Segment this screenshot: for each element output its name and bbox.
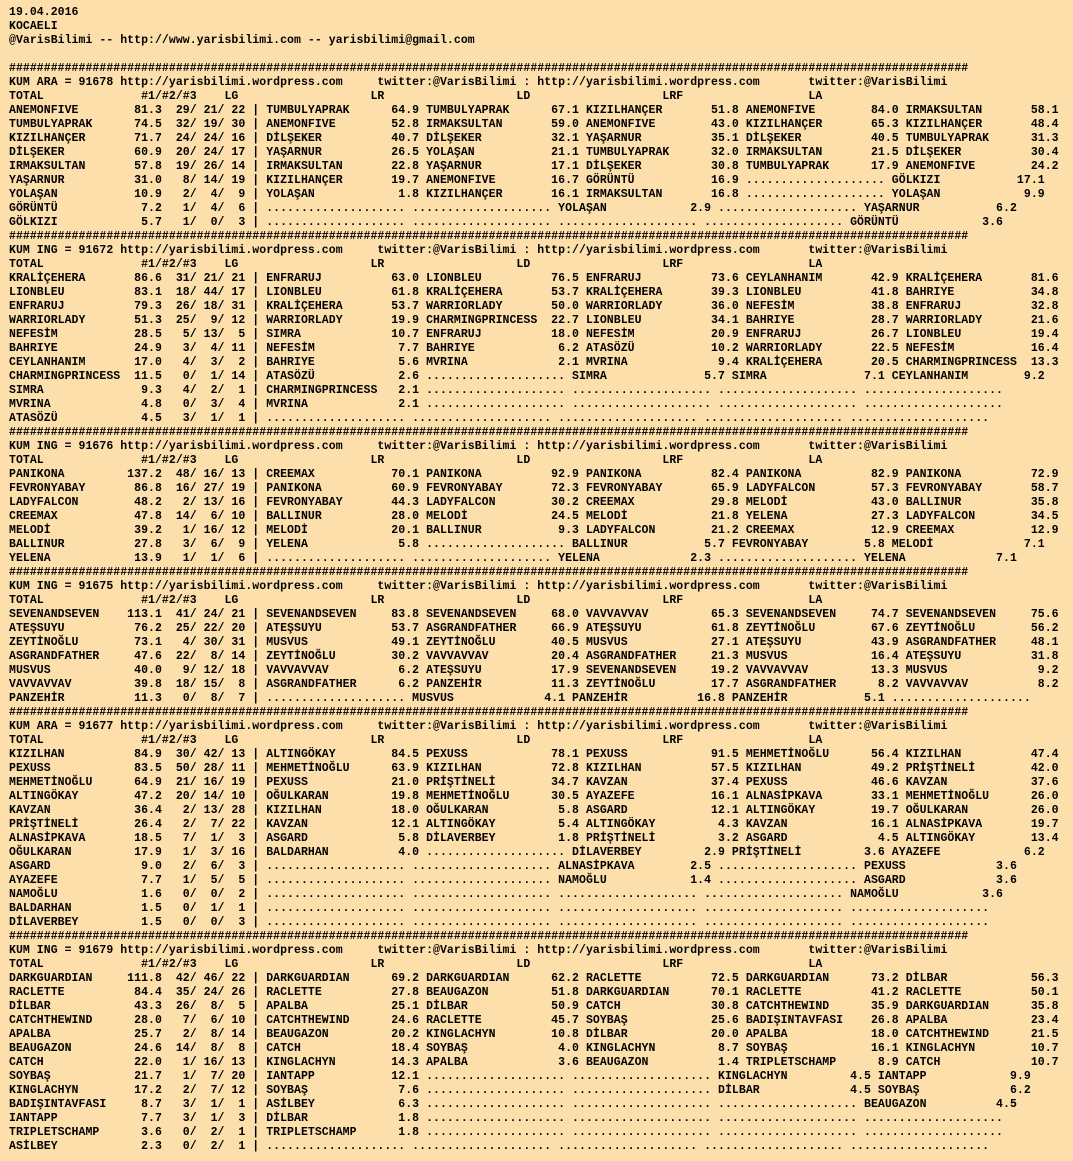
table-row: DİLŞEKER 60.9 20/ 24/ 17 | YAŞARNUR 26.5 YOLAŞAN 21.1 TUMBULYAPRAK 32.0 IRMAKSULTAN 21.5 DİLŞEKER 30.4 (9, 146, 1059, 159)
table-row: GÖRÜNTÜ 7.2 1/ 4/ 6 | .................... .................... YOLAŞAN 2.9 .................... YAŞARNUR 6.2 (9, 202, 1017, 215)
table-row: CHARMINGPRINCESS 11.5 0/ 1/ 14 | ATASÖZÜ 2.6 .................... SIMRA 5.7 SIMRA 7.1 CEYLANHANIM 9.2 (9, 370, 1045, 383)
separator-line: ########################################################################################################################################## (9, 426, 969, 439)
table-row: KAVZAN 36.4 2/ 13/ 28 | KIZILHAN 18.0 OĞULKARAN 5.8 ASGARD 12.1 ALTINGÖKAY 19.7 OĞULKARAN 26.0 (9, 804, 1059, 817)
race-block (9, 426, 1073, 566)
column-header: TOTAL #1/#2/#3 LG LR LD LRF LA (9, 258, 823, 271)
table-row: CEYLANHANIM 17.0 4/ 3/ 2 | BAHRIYE 5.6 MVRINA 2.1 MVRINA 9.4 KRALİÇEHERA 20.5 CHARMINGPRINCESS 13.3 (9, 356, 1059, 369)
table-row: LIONBLEU 83.1 18/ 44/ 17 | LIONBLEU 61.8 KRALİÇEHERA 53.7 KRALİÇEHERA 39.3 LIONBLEU 41.8 BAHRIYE 34.8 (9, 286, 1059, 299)
separator-line: ########################################################################################################################################## (9, 930, 969, 943)
race-block (9, 62, 1073, 230)
table-row: PANIKONA 137.2 48/ 16/ 13 | CREEMAX 70.1 PANIKONA 92.9 PANIKONA 82.4 PANIKONA 82.9 PANIKONA 72.9 (9, 468, 1059, 481)
table-row: MEHMETİNOĞLU 64.9 21/ 16/ 19 | PEXUSS 21.0 PRİŞTİNELİ 34.7 KAVZAN 37.4 PEXUSS 46.6 KAVZAN 37.6 (9, 776, 1059, 789)
table-row: NAMOĞLU 1.6 0/ 0/ 2 | .................... .................... .................... .................... NAMOĞLU 3.6 (9, 888, 1004, 901)
table-row: YELENA 13.9 1/ 1/ 6 | .................... .................... YELENA 2.3 .................... YELENA 7.1 (9, 552, 1017, 565)
race-block (9, 706, 1073, 930)
table-row: ATASÖZÜ 4.5 3/ 1/ 1 | .................... .................... .................... .................... .................... (9, 412, 990, 425)
table-row: ZEYTİNOĞLU 73.1 4/ 30/ 31 | MUSVUS 49.1 ZEYTİNOĞLU 40.5 MUSVUS 27.1 ATEŞSUYU 43.9 ASGRANDFATHER 48.1 (9, 636, 1059, 649)
table-row: ATEŞSUYU 76.2 25/ 22/ 20 | ATEŞSUYU 53.7 ASGRANDFATHER 66.9 ATEŞSUYU 61.8 ZEYTİNOĞLU 67.6 ZEYTİNOĞLU 56.2 (9, 622, 1059, 635)
table-row: ASGARD 9.0 2/ 6/ 3 | .................... .................... ALNASİPKAVA 2.5 .................... PEXUSS 3.6 (9, 860, 1017, 873)
table-row: SEVENANDSEVEN 113.1 41/ 24/ 21 | SEVENANDSEVEN 83.8 SEVENANDSEVEN 68.0 VAVVAVVAV 65.3 SEVENANDSEVEN 74.7 SEVENANDSEVEN 75.6 (9, 608, 1059, 621)
race-title: KUM ING = 91679 http://yarisbilimi.wordpress.com twitter:@VarisBilimi : http://yarisbilimi.wordpress.com twitter:@VarisBilimi (9, 944, 948, 957)
table-row: KINGLACHYN 17.2 2/ 7/ 12 | SOYBAŞ 7.6 .................... .................... DİLBAR 4.5 SOYBAŞ 6.2 (9, 1084, 1031, 1097)
table-row: CATCH 22.0 1/ 16/ 13 | KINGLACHYN 14.3 APALBA 3.6 BEAUGAZON 1.4 TRIPLETSCHAMP 8.9 CATCH 10.7 (9, 1056, 1059, 1069)
separator-line: ########################################################################################################################################## (9, 566, 969, 579)
table-row: MUSVUS 40.0 9/ 12/ 18 | VAVVAVVAV 6.2 ATEŞSUYU 17.9 SEVENANDSEVEN 19.2 VAVVAVVAV 13.3 MUSVUS 9.2 (9, 664, 1059, 677)
report-city: KOCAELI (9, 20, 58, 33)
race-list (9, 62, 1073, 1154)
column-header: TOTAL #1/#2/#3 LG LR LD LRF LA (9, 454, 823, 467)
separator-line: ########################################################################################################################################## (9, 230, 969, 243)
column-header: TOTAL #1/#2/#3 LG LR LD LRF LA (9, 734, 823, 747)
table-row: NEFESİM 28.5 5/ 13/ 5 | SIMRA 10.7 ENFRARUJ 18.0 NEFESİM 20.9 ENFRARUJ 26.7 LIONBLEU 19.4 (9, 328, 1059, 341)
table-row: ALNASİPKAVA 18.5 7/ 1/ 3 | ASGARD 5.8 DİLAVERBEY 1.8 PRİŞTİNELİ 3.2 ASGARD 4.5 ALTINGÖKAY 13.4 (9, 832, 1059, 845)
table-row: SIMRA 9.3 4/ 2/ 1 | CHARMINGPRINCESS 2.1 .................... .................... .................... .................... (9, 384, 1004, 397)
table-row: ASGRANDFATHER 47.6 22/ 8/ 14 | ZEYTİNOĞLU 30.2 VAVVAVVAV 20.4 ASGRANDFATHER 21.3 MUSVUS 16.4 ATEŞSUYU 31.8 (9, 650, 1059, 663)
race-title: KUM ARA = 91678 http://yarisbilimi.wordpress.com twitter:@VarisBilimi : http://yarisbilimi.wordpress.com twitter:@VarisBilimi (9, 76, 948, 89)
separator-line: ########################################################################################################################################## (9, 706, 969, 719)
table-row: OĞULKARAN 17.9 1/ 3/ 16 | BALDARHAN 4.0 .................... DİLAVERBEY 2.9 PRİŞTİNELİ 3.6 AYAZEFE 6.2 (9, 846, 1045, 859)
table-row: PANZEHİR 11.3 0/ 8/ 7 | .................... MUSVUS 4.1 PANZEHİR 16.8 PANZEHİR 5.1 .................... (9, 692, 1031, 705)
table-row: BAHRIYE 24.9 3/ 4/ 11 | NEFESİM 7.7 BAHRIYE 6.2 ATASÖZÜ 10.2 WARRIORLADY 22.5 NEFESİM 16.4 (9, 342, 1059, 355)
table-row: TRIPLETSCHAMP 3.6 0/ 2/ 1 | TRIPLETSCHAMP 1.8 .................... .................... .................... .................... (9, 1126, 1004, 1139)
table-row: WARRIORLADY 51.3 25/ 9/ 12 | WARRIORLADY 19.9 CHARMINGPRINCESS 22.7 LIONBLEU 34.1 BAHRIYE 28.7 WARRIORLADY 21.6 (9, 314, 1059, 327)
table-row: DİLAVERBEY 1.5 0/ 0/ 3 | .................... .................... .................... .................... .................... (9, 916, 990, 929)
table-row: BALLINUR 27.8 3/ 6/ 9 | YELENA 5.8 .................... BALLINUR 5.7 FEVRONYABAY 5.8 MELODİ 7.1 (9, 538, 1045, 551)
table-row: BEAUGAZON 24.6 14/ 8/ 8 | CATCH 18.4 SOYBAŞ 4.0 KINGLACHYN 8.7 SOYBAŞ 16.1 KINGLACHYN 10.7 (9, 1042, 1059, 1055)
table-row: ANEMONFIVE 81.3 29/ 21/ 22 | TUMBULYAPRAK 64.9 TUMBULYAPRAK 67.1 KIZILHANÇER 51.8 ANEMONFIVE 84.0 IRMAKSULTAN 58.1 (9, 104, 1059, 117)
column-header: TOTAL #1/#2/#3 LG LR LD LRF LA (9, 90, 823, 103)
table-row: ALTINGÖKAY 47.2 20/ 14/ 10 | OĞULKARAN 19.8 MEHMETİNOĞLU 30.5 AYAZEFE 16.1 ALNASİPKAVA 33.1 MEHMETİNOĞLU 26.0 (9, 790, 1059, 803)
table-row: LADYFALCON 48.2 2/ 13/ 16 | FEVRONYABAY 44.3 LADYFALCON 30.2 CREEMAX 29.8 MELODİ 43.0 BALLINUR 35.8 (9, 496, 1059, 509)
blank-line (9, 48, 1073, 62)
table-row: IRMAKSULTAN 57.8 19/ 26/ 14 | IRMAKSULTAN 22.8 YAŞARNUR 17.1 DİLŞEKER 30.8 TUMBULYAPRAK 17.9 ANEMONFIVE 24.2 (9, 160, 1059, 173)
report-date: 19.04.2016 (9, 6, 79, 19)
table-row: FEVRONYABAY 86.8 16/ 27/ 19 | PANIKONA 60.9 FEVRONYABAY 72.3 FEVRONYABAY 65.9 LADYFALCON 57.3 FEVRONYABAY 58.7 (9, 482, 1059, 495)
table-row: YAŞARNUR 31.0 8/ 14/ 19 | KIZILHANÇER 19.7 ANEMONFIVE 16.7 GÖRÜNTÜ 16.9 .................... GÖLKIZI 17.1 (9, 174, 1045, 187)
table-row: GÖLKIZI 5.7 1/ 0/ 3 | .................... .................... .................... .................... GÖRÜNTÜ 3.6 (9, 216, 1004, 229)
table-row: PRİŞTİNELİ 26.4 2/ 7/ 22 | KAVZAN 12.1 ALTINGÖKAY 5.4 ALTINGÖKAY 4.3 KAVZAN 16.1 ALNASİPKAVA 19.7 (9, 818, 1059, 831)
table-row: KIZILHAN 84.9 30/ 42/ 13 | ALTINGÖKAY 84.5 PEXUSS 78.1 PEXUSS 91.5 MEHMETİNOĞLU 56.4 KIZILHAN 47.4 (9, 748, 1059, 761)
table-row: DİLBAR 43.3 26/ 8/ 5 | APALBA 25.1 DİLBAR 50.9 CATCH 30.8 CATCHTHEWIND 35.9 DARKGUARDIAN 35.8 (9, 1000, 1059, 1013)
table-row: ASİLBEY 2.3 0/ 2/ 1 | .................... .................... .................... .................... .................... (9, 1140, 990, 1153)
contact-line: @VarisBilimi -- http://www.yarisbilimi.com -- yarisbilimi@gmail.com (9, 34, 475, 47)
table-row: CREEMAX 47.8 14/ 6/ 10 | BALLINUR 28.0 MELODİ 24.5 MELODİ 21.8 YELENA 27.3 LADYFALCON 34.5 (9, 510, 1059, 523)
table-row: TUMBULYAPRAK 74.5 32/ 19/ 30 | ANEMONFIVE 52.8 IRMAKSULTAN 59.0 ANEMONFIVE 43.0 KIZILHANÇER 65.3 KIZILHANÇER 48.4 (9, 118, 1059, 131)
table-row: VAVVAVVAV 39.8 18/ 15/ 8 | ASGRANDFATHER 6.2 PANZEHİR 11.3 ZEYTİNOĞLU 17.7 ASGRANDFATHER 8.2 VAVVAVVAV 8.2 (9, 678, 1059, 691)
table-row: AYAZEFE 7.7 1/ 5/ 5 | .................... .................... NAMOĞLU 1.4 .................... ASGARD 3.6 (9, 874, 1017, 887)
table-row: SOYBAŞ 21.7 1/ 7/ 20 | IANTAPP 12.1 .................... .................... KINGLACHYN 4.5 IANTAPP 9.9 (9, 1070, 1031, 1083)
race-block (9, 930, 1073, 1154)
race-block (9, 566, 1073, 706)
race-title: KUM ING = 91672 http://yarisbilimi.wordpress.com twitter:@VarisBilimi : http://yarisbilimi.wordpress.com twitter:@VarisBilimi (9, 244, 948, 257)
table-row: KIZILHANÇER 71.7 24/ 24/ 16 | DİLŞEKER 40.7 DİLŞEKER 32.1 YAŞARNUR 35.1 DİLŞEKER 40.5 TUMBULYAPRAK 31.3 (9, 132, 1059, 145)
table-row: YOLAŞAN 10.9 2/ 4/ 9 | YOLAŞAN 1.8 KIZILHANÇER 16.1 IRMAKSULTAN 16.8 .................... YOLAŞAN 9.9 (9, 188, 1045, 201)
table-row: KRALİÇEHERA 86.6 31/ 21/ 21 | ENFRARUJ 63.0 LIONBLEU 76.5 ENFRARUJ 73.6 CEYLANHANIM 42.9 KRALİÇEHERA 81.6 (9, 272, 1059, 285)
table-row: MVRINA 4.8 0/ 3/ 4 | MVRINA 2.1 .................... .................... .................... .................... (9, 398, 1004, 411)
table-row: BADIŞINTAVFASI 8.7 3/ 1/ 1 | ASİLBEY 6.3 .................... .................... .................... BEAUGAZON 4.5 (9, 1098, 1017, 1111)
race-title: KUM ING = 91675 http://yarisbilimi.wordpress.com twitter:@VarisBilimi : http://yarisbilimi.wordpress.com twitter:@VarisBilimi (9, 580, 948, 593)
table-row: APALBA 25.7 2/ 8/ 14 | BEAUGAZON 20.2 KINGLACHYN 10.8 DİLBAR 20.0 APALBA 18.0 CATCHTHEWIND 21.5 (9, 1028, 1059, 1041)
table-row: CATCHTHEWIND 28.0 7/ 6/ 10 | CATCHTHEWIND 24.6 RACLETTE 45.7 SOYBAŞ 25.6 BADIŞINTAVFASI 26.8 APALBA 23.4 (9, 1014, 1059, 1027)
table-row: MELODİ 39.2 1/ 16/ 12 | MELODİ 20.1 BALLINUR 9.3 LADYFALCON 21.2 CREEMAX 12.9 CREEMAX 12.9 (9, 524, 1059, 537)
table-row: DARKGUARDIAN 111.8 42/ 46/ 22 | DARKGUARDIAN 69.2 DARKGUARDIAN 62.2 RACLETTE 72.5 DARKGUARDIAN 73.2 DİLBAR 56.3 (9, 972, 1059, 985)
table-row: IANTAPP 7.7 3/ 1/ 3 | DİLBAR 1.8 .................... .................... .................... .................... (9, 1112, 1004, 1125)
table-row: RACLETTE 84.4 35/ 24/ 26 | RACLETTE 27.8 BEAUGAZON 51.8 DARKGUARDIAN 70.1 RACLETTE 41.2 RACLETTE 50.1 (9, 986, 1059, 999)
separator-line: ########################################################################################################################################## (9, 62, 969, 75)
race-title: KUM ARA = 91677 http://yarisbilimi.wordpress.com twitter:@VarisBilimi : http://yarisbilimi.wordpress.com twitter:@VarisBilimi (9, 720, 948, 733)
race-block (9, 230, 1073, 426)
table-row: ENFRARUJ 79.3 26/ 18/ 31 | KRALİÇEHERA 53.7 WARRIORLADY 50.0 WARRIORLADY 36.0 NEFESİM 38.8 ENFRARUJ 32.8 (9, 300, 1059, 313)
table-row: BALDARHAN 1.5 0/ 1/ 1 | .................... .................... .................... .................... .................... (9, 902, 990, 915)
race-title: KUM ING = 91676 http://yarisbilimi.wordpress.com twitter:@VarisBilimi : http://yarisbilimi.wordpress.com twitter:@VarisBilimi (9, 440, 948, 453)
table-row: PEXUSS 83.5 50/ 28/ 11 | MEHMETİNOĞLU 63.9 KIZILHAN 72.8 KIZILHAN 57.5 KIZILHAN 49.2 PRİŞTİNELİ 42.0 (9, 762, 1059, 775)
column-header: TOTAL #1/#2/#3 LG LR LD LRF LA (9, 958, 823, 971)
column-header: TOTAL #1/#2/#3 LG LR LD LRF LA (9, 594, 823, 607)
